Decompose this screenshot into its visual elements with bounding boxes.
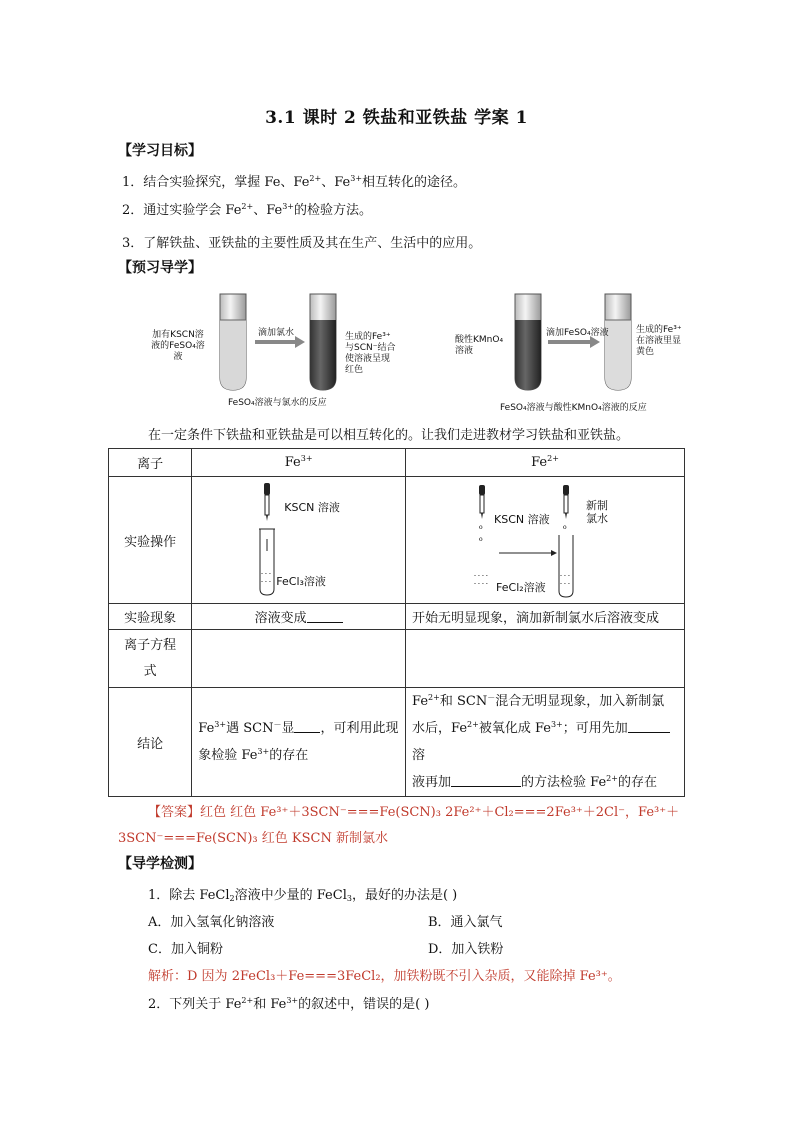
row-conclusion: 结论 bbox=[109, 688, 192, 797]
header-fe3: $Fe^{3+}$ bbox=[192, 449, 406, 477]
header-ion: 离子 bbox=[109, 449, 192, 477]
fe2-solution-label: FeCl₂溶液 bbox=[496, 581, 546, 594]
svg-text:- - - -: - - - - bbox=[474, 572, 488, 579]
conclusion-fe2: $Fe^{2+}$和 SCN－混合无明显现象，加入新制氯 水后，$Fe^{2+}$被氧化成 $Fe^{3+}$；可用先加溶 液再加 的方法检验 $Fe^{2+}$的存在 bbox=[406, 688, 685, 797]
equation-fe3 bbox=[192, 630, 406, 688]
operation-fe3 bbox=[192, 477, 406, 604]
right-caption: FeSO₄溶液与酸性KMnO₄溶液的反应 bbox=[500, 403, 647, 413]
page-title: 3.1 课时 2 铁盐和亚铁盐 学案 1 bbox=[265, 108, 528, 128]
row-operation: 实验操作 bbox=[109, 477, 192, 604]
operation-fe2 bbox=[406, 477, 685, 604]
conclusion-fe3: $Fe^{3+}$遇 SCN－显 ，可利用此现 象检验 $Fe^{3+}$的存在 bbox=[192, 688, 406, 797]
equation-fe2 bbox=[406, 630, 685, 688]
svg-text:o: o bbox=[479, 536, 483, 543]
svg-text:o: o bbox=[479, 524, 483, 531]
table-row bbox=[109, 477, 685, 604]
phenomenon-fe3: 溶液变成 bbox=[192, 604, 406, 630]
svg-text:- - -: - - - bbox=[560, 572, 570, 579]
objective-1: 1．结合实验探究，掌握 Fe、$Fe^{2+}$、$Fe^{3+}$相互转化的途径。 bbox=[122, 174, 467, 190]
objective-3: 3．了解铁盐、亚铁盐的主要性质及其在生产、生活中的应用。 bbox=[122, 236, 482, 251]
table-row bbox=[109, 449, 685, 477]
right-arrow-label: 滴加FeSO₄溶液 bbox=[546, 328, 609, 338]
question-1: 1．除去 FeCl$_2$溶液中少量的 FeCl$_3$，最好的办法是( ) bbox=[148, 888, 458, 903]
table-row bbox=[109, 688, 685, 797]
svg-text:- - -: - - - bbox=[261, 578, 272, 585]
fe2-reagent1-label: KSCN 溶液 bbox=[494, 513, 550, 526]
table-row bbox=[109, 604, 685, 630]
ion-table bbox=[108, 448, 685, 797]
left-result-label: 生成的Fe³⁺与SCN⁻结合使溶液呈现红色 bbox=[345, 332, 396, 375]
intro-text: 在一定条件下铁盐和亚铁盐是可以相互转化的。让我们走进教材学习铁盐和亚铁盐。 bbox=[148, 428, 630, 443]
option-a: A．加入氢氧化钠溶液 bbox=[148, 915, 275, 930]
right-result-label: 生成的Fe³⁺在溶液里显黄色 bbox=[636, 325, 682, 357]
left-caption: FeSO₄溶液与氯水的反应 bbox=[228, 398, 327, 408]
fe3-solution-label: FeCl₃溶液 bbox=[276, 575, 326, 588]
analysis-text: 解析：D 因为 2FeCl₃＋Fe===3FeCl₂，加铁粉既不引入杂质，又能除掉 Fe³⁺。 bbox=[148, 969, 621, 984]
section-objectives: 【学习目标】 bbox=[118, 143, 202, 159]
svg-text:- - -: - - - bbox=[261, 570, 272, 577]
left-tube-label: 加有KSCN溶液的FeSO₄溶液 bbox=[151, 330, 205, 362]
row-equation: 离子方程 式 bbox=[109, 630, 192, 688]
fe2-reagent2-label: 新制氯水 bbox=[586, 499, 609, 525]
header-fe2: $Fe^{2+}$ bbox=[406, 449, 685, 477]
option-d: D．加入铁粉 bbox=[428, 942, 504, 957]
left-arrow-label: 滴加氯水 bbox=[258, 328, 295, 338]
section-check: 【导学检测】 bbox=[118, 856, 202, 872]
fe3-reagent-label: KSCN 溶液 bbox=[284, 501, 340, 514]
answer-line-2: 3SCN⁻===Fe(SCN)₃ 红色 KSCN 新制氯水 bbox=[118, 831, 388, 846]
svg-text:o: o bbox=[563, 524, 567, 531]
table-row bbox=[109, 630, 685, 688]
svg-text:- - - -: - - - - bbox=[474, 580, 488, 587]
row-phenomenon: 实验现象 bbox=[109, 604, 192, 630]
phenomenon-fe2: 开始无明显现象，滴加新制氯水后溶液变成 bbox=[406, 604, 685, 630]
option-b: B．通入氯气 bbox=[428, 915, 503, 930]
option-c: C．加入铜粉 bbox=[148, 942, 223, 957]
section-preview: 【预习导学】 bbox=[118, 260, 202, 276]
right-tube-label: 酸性KMnO₄溶液 bbox=[455, 335, 504, 356]
question-2: 2．下列关于 $Fe^{2+}$和 $Fe^{3+}$的叙述中，错误的是( ) bbox=[148, 996, 430, 1012]
answer-line-1: 【答案】红色 红色 Fe³⁺＋3SCN⁻===Fe(SCN)₃ 2Fe²⁺＋Cl₂===2Fe³⁺＋2Cl⁻，Fe³⁺＋ bbox=[148, 805, 680, 820]
svg-text:- - -: - - - bbox=[560, 580, 570, 587]
objective-2: 2．通过实验学会 $Fe^{2+}$、$Fe^{3+}$的检验方法。 bbox=[122, 202, 373, 218]
